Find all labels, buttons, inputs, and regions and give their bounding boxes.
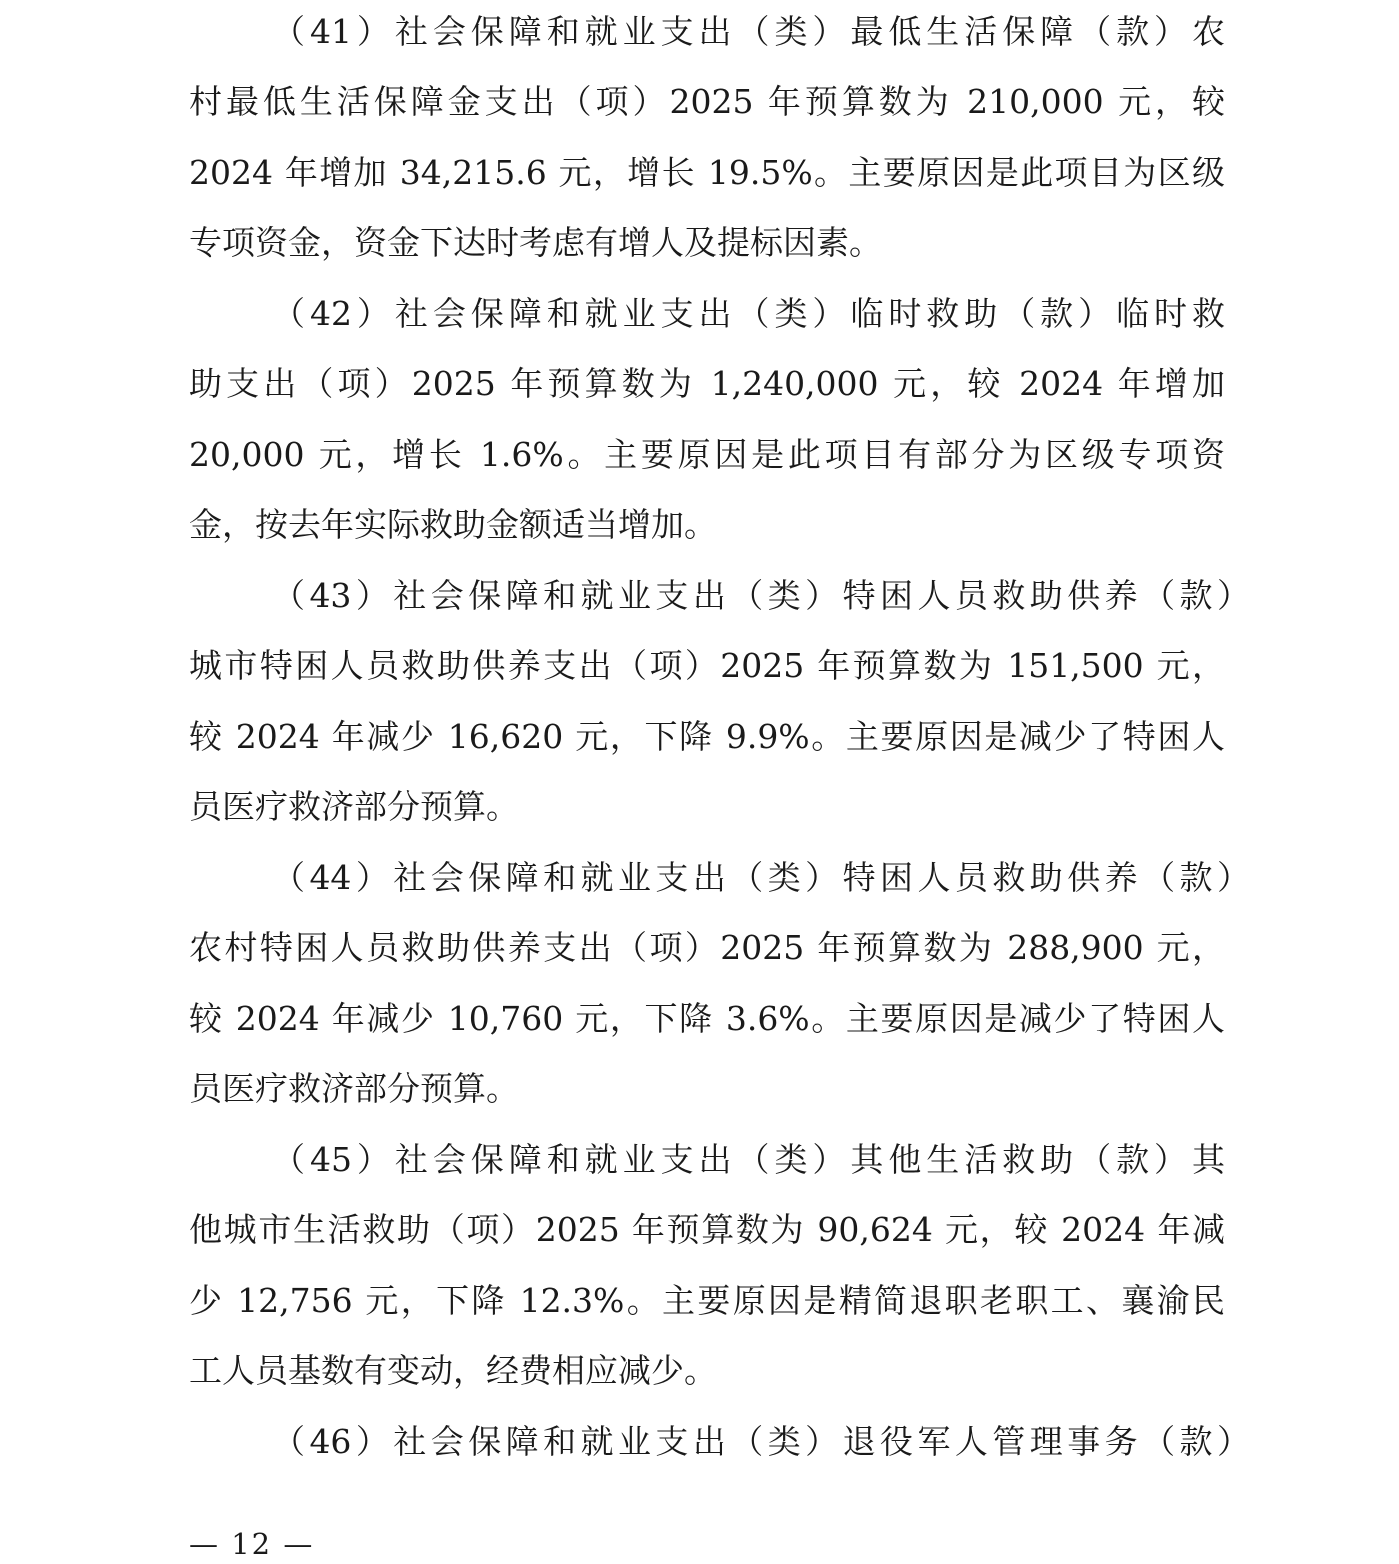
- paragraph-44-line-2: 农村特困人员救助供养支出（项）2025 年预算数为 288,900 元，: [189, 928, 1225, 967]
- paragraph-43-line-1: （43）社会保障和就业支出（类）特困人员救助供养（款）: [272, 576, 1250, 615]
- paragraph-44-line-4: 员医疗救济部分预算。: [189, 1069, 519, 1108]
- paragraph-41-line-4: 专项资金，资金下达时考虑有增人及提标因素。: [189, 223, 882, 262]
- paragraph-42-line-2: 助支出（项）2025 年预算数为 1,240,000 元，较 2024 年增加: [189, 364, 1225, 403]
- paragraph-44-line-3: 较 2024 年减少 10,760 元，下降 3.6%。主要原因是减少了特困人: [189, 999, 1225, 1038]
- paragraph-45-line-3: 少 12,756 元，下降 12.3%。主要原因是精简退职老职工、襄渝民: [189, 1281, 1225, 1320]
- paragraph-45-line-1: （45）社会保障和就业支出（类）其他生活救助（款）其: [272, 1140, 1225, 1179]
- page-number: — 12 —: [189, 1527, 315, 1561]
- paragraph-42-line-4: 金，按去年实际救助金额适当增加。: [189, 505, 717, 544]
- paragraph-46-line-1: （46）社会保障和就业支出（类）退役军人管理事务（款）: [272, 1422, 1250, 1461]
- paragraph-44-line-1: （44）社会保障和就业支出（类）特困人员救助供养（款）: [272, 858, 1250, 897]
- paragraph-42-line-3: 20,000 元，增长 1.6%。主要原因是此项目有部分为区级专项资: [189, 435, 1225, 474]
- paragraph-43-line-4: 员医疗救济部分预算。: [189, 787, 519, 826]
- paragraph-42-line-1: （42）社会保障和就业支出（类）临时救助（款）临时救: [272, 294, 1225, 333]
- paragraph-41-line-2: 村最低生活保障金支出（项）2025 年预算数为 210,000 元，较: [189, 82, 1225, 121]
- paragraph-45-line-4: 工人员基数有变动，经费相应减少。: [189, 1351, 717, 1390]
- paragraph-43-line-2: 城市特困人员救助供养支出（项）2025 年预算数为 151,500 元，: [189, 646, 1225, 685]
- paragraph-41-line-3: 2024 年增加 34,215.6 元，增长 19.5%。主要原因是此项目为区级: [189, 153, 1225, 192]
- paragraph-41-line-1: （41）社会保障和就业支出（类）最低生活保障（款）农: [272, 12, 1225, 51]
- paragraph-45-line-2: 他城市生活救助（项）2025 年预算数为 90,624 元，较 2024 年减: [189, 1210, 1225, 1249]
- paragraph-43-line-3: 较 2024 年减少 16,620 元，下降 9.9%。主要原因是减少了特困人: [189, 717, 1225, 756]
